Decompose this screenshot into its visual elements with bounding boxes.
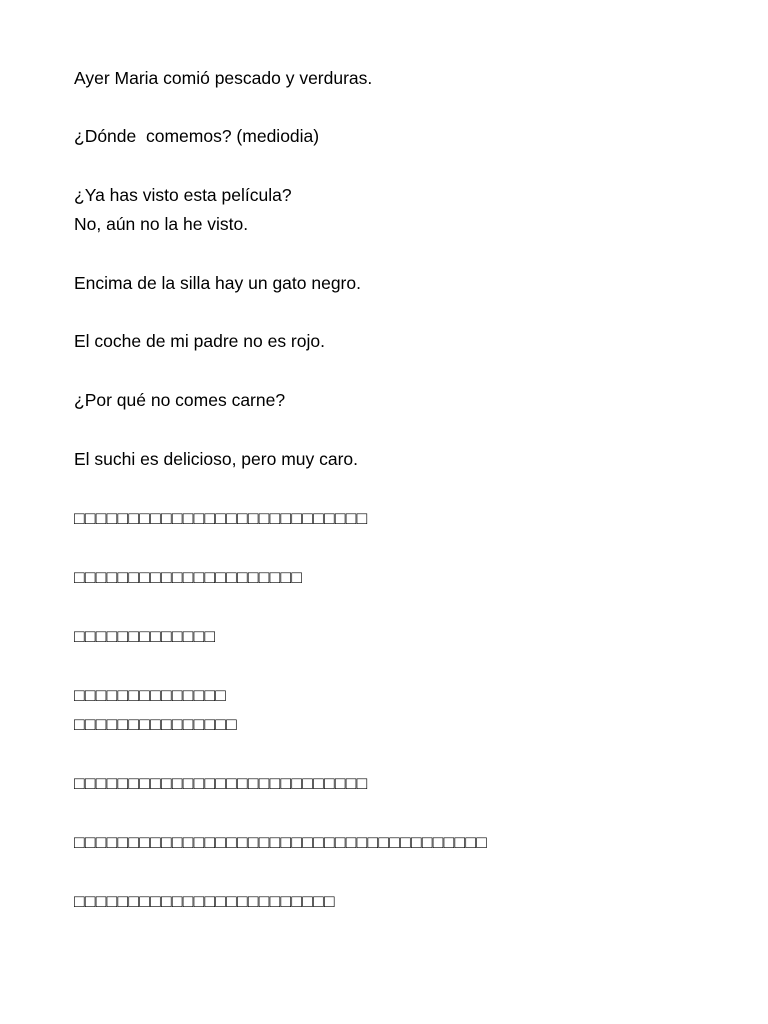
spanish-sentence-1: Ayer Maria comió pescado y verduras. <box>74 68 373 88</box>
unrendered-sentence-2: □□□□□□□□□□□□□□□□□□□□□ <box>74 567 303 587</box>
unrendered-sentence-5: □□□□□□□□□□□□□□□ <box>74 714 238 734</box>
unrendered-sentence-8: □□□□□□□□□□□□□□□□□□□□□□□□ <box>74 891 335 911</box>
unrendered-sentence-6: □□□□□□□□□□□□□□□□□□□□□□□□□□□ <box>74 773 368 793</box>
spanish-sentence-8: El suchi es delicioso, pero muy caro. <box>74 449 359 469</box>
spanish-sentence-3: ¿Ya has visto esta película? <box>74 185 292 205</box>
unrendered-sentence-7: □□□□□□□□□□□□□□□□□□□□□□□□□□□□□□□□□□□□□□ <box>74 832 488 852</box>
unrendered-sentence-3: □□□□□□□□□□□□□ <box>74 626 216 646</box>
spanish-sentence-7: ¿Por qué no comes carne? <box>74 390 286 410</box>
unrendered-sentence-1: □□□□□□□□□□□□□□□□□□□□□□□□□□□ <box>74 508 368 528</box>
spanish-sentence-6: El coche de mi padre no es rojo. <box>74 331 325 351</box>
spanish-sentence-4: No, aún no la he visto. <box>74 214 249 234</box>
unrendered-sentence-4: □□□□□□□□□□□□□□ <box>74 685 227 705</box>
spanish-sentence-2: ¿Dónde comemos? (mediodia) <box>74 126 320 146</box>
spanish-sentence-5: Encima de la silla hay un gato negro. <box>74 273 361 293</box>
